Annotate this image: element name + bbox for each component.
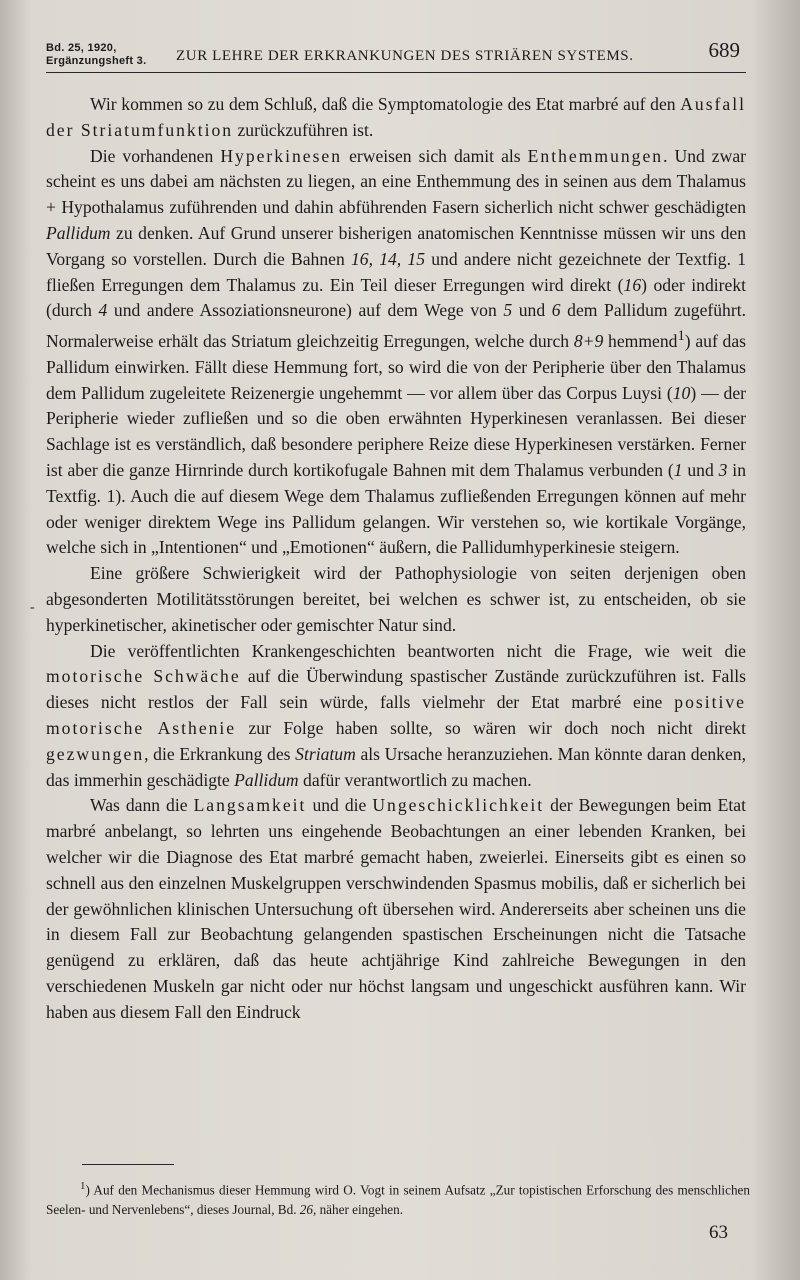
text-run: Wir kommen so zu dem Schluß, daß die Symptomatologie des Etat marbré auf den xyxy=(90,94,681,114)
running-header xyxy=(46,38,746,73)
running-title: ZUR LEHRE DER ERKRANKUNGEN DES STRIÄREN SYSTEMS. xyxy=(176,48,634,64)
text-run: . Und zwar scheint es uns dabei am nächsten zu liegen, an eine Enthemmung des in seinen aus dem Thalamus + Hypothalamus zuführenden und dahin abführenden Fasern sicherlich nicht schwer geschädigten xyxy=(46,145,746,218)
text-run: zur Folge haben sollte, so wären wir doch noch nicht direkt xyxy=(236,717,746,738)
volume-line: Bd. 25, 1920, xyxy=(46,42,117,54)
text-run: ) Auf den Mechanismus dieser Hemmung wird O. Vogt in seinem Aufsatz „Zur topistischen Erforschung des menschlichen Seelen- und Nervenlebens“, dieses Journal, Bd. xyxy=(46,1182,750,1218)
text-run: auf die Überwindung spastischer Zustände zurückzuführen ist. Falls dieses nicht restlos der Fall sein würde, falls vielmehr der Etat marbré eine xyxy=(46,666,746,713)
text-run: und xyxy=(512,300,552,321)
italic-run: 1 xyxy=(673,460,683,481)
paragraph xyxy=(46,144,746,562)
italic-run: 6 xyxy=(551,300,561,321)
text-run: , die Erkrankung des xyxy=(144,743,296,764)
text-run: und die xyxy=(306,795,373,816)
footnote-text xyxy=(46,1182,750,1217)
italic-run: 26 xyxy=(299,1202,313,1218)
footnote-rule xyxy=(82,1164,174,1165)
supplement-line: Ergänzungsheft 3. xyxy=(46,55,147,67)
italic-run: 16, 14, 15 xyxy=(350,248,426,269)
text-run: Die veröffentlichten Krankengeschichten beantworten nicht die Frage, wie weit die xyxy=(90,640,746,661)
journal-volume-info xyxy=(46,42,146,68)
text-run: Eine größere Schwierigkeit wird der Pathophysiologie von seiten derjenigen oben abgesonderten Motilitätsstörungen bereitet, bei welchen es schwer ist, zu entscheiden, ob sie hyperkinetischer, akinetischer oder gemischter Natur sind. xyxy=(46,563,746,635)
text-run: und andere nicht gezeichnete der Textfig. 1 fließen Erregungen dem Thalamus zu. Ein Teil dieser Erregungen wird direkt ( xyxy=(46,248,746,295)
text-run: und andere Assoziationsneurone) auf dem Wege von xyxy=(107,300,504,321)
signature-number: 63 xyxy=(709,1222,728,1243)
paragraph xyxy=(46,639,746,794)
paragraph xyxy=(46,561,746,638)
text-run: der Bewegungen beim Etat marbré anbelangt, so lehrten uns eingehende Beobachtungen an einer lebenden Kranken, bei welcher wir die Diagnose des Etat marbré gemacht haben, zweierlei. Einerseits gibt es einen so schnell aus den einzelnen Muskelgruppen verschwindenden Spasmus mobilis, daß er sicherlich bei der gewöhnlichen klinischen Untersuchung oft übersehen wird. Andererseits aber scheinen uns die in diesem Fall zur Beobachtung gelangenden spastischen Erscheinungen nicht die Tatsache genügend zu erklären, daß das heute achtjährige Kind zahlreiche Bewegungen in den verschiedenen Muskeln gar nicht oder nur höchst langsam und ungeschickt ausführen kann. Wir haben aus diesem Fall den Eindruck xyxy=(46,795,746,1022)
spaced-emphasis-run: motorische Schwäche xyxy=(46,666,241,687)
spaced-emphasis-run: Hyperkinesen xyxy=(220,145,343,166)
spaced-emphasis-run: Ungeschicklichkeit xyxy=(372,795,545,816)
text-run: dem Pallidum zugeführt. Normalerweise erhält das Striatum gleichzeitig Erregungen, welche durch xyxy=(46,300,746,352)
italic-run: Striatum xyxy=(295,743,356,764)
footnote-marker: 1 xyxy=(80,1180,86,1192)
text-run: Die vorhandenen xyxy=(90,145,221,166)
italic-run: 8+9 xyxy=(573,331,604,352)
italic-run: 10 xyxy=(672,382,691,403)
page-number: 689 xyxy=(708,38,740,62)
text-run: in Textfig. 1). Auch die auf diesem Wege dem Thalamus zufließenden Erregungen können auf mehr oder weniger direktem Wege ins Pallidum gelangen. Wir verstehen so, wie kortikale Vorgänge, welche sich in „Intentionen“ und „Emotionen“ äußern, die Pallidumhyperkinesie steigern. xyxy=(46,460,746,558)
paragraph xyxy=(46,793,746,1025)
spaced-emphasis-run: positive motorische Asthenie xyxy=(46,692,746,738)
spaced-emphasis-run: gezwungen xyxy=(46,743,145,764)
spaced-emphasis-run: Ausfall der Striatumfunktion xyxy=(46,94,746,140)
spaced-emphasis-run: Langsamkeit xyxy=(193,795,307,816)
text-run: und xyxy=(682,460,719,481)
footnote xyxy=(46,1176,750,1220)
text-run: hemmend xyxy=(603,331,678,352)
text-run: Was dann die xyxy=(90,795,194,816)
italic-run: Pallidum xyxy=(234,769,299,790)
text-run: erweisen sich damit als xyxy=(342,145,528,166)
text-run: zu denken. Auf Grund unserer bisherigen anatomischen Kenntnisse müssen wir uns den Vorgang so vorstellen. Durch die Bahnen xyxy=(46,222,746,269)
spaced-emphasis-run: Enthemmungen xyxy=(527,145,664,166)
text-run: , näher eingehen. xyxy=(312,1202,404,1218)
margin-mark: - xyxy=(30,600,35,615)
text-run: zurückzuführen ist. xyxy=(233,119,374,140)
text-run: ) oder indirekt (durch xyxy=(46,274,747,321)
paragraph xyxy=(46,92,746,144)
italic-run: Pallidum xyxy=(46,222,111,243)
text-run: ) auf das Pallidum einwirken. Fällt diese Hemmung fort, so wird die von der Peripherie über den Thalamus dem Pallidum zugeleitete Reizenergie ungehemmt — vor allem über das Corpus Luysi ( xyxy=(46,331,747,403)
body-text xyxy=(46,92,746,1026)
italic-run: 16 xyxy=(623,274,642,295)
footnote-reference: 1 xyxy=(677,328,685,345)
italic-run: 5 xyxy=(503,300,513,321)
italic-run: 4 xyxy=(98,300,108,321)
text-run: als Ursache heranzuziehen. Man könnte daran denken, das immerhin geschädigte xyxy=(46,743,746,790)
italic-run: 3 xyxy=(718,460,728,481)
text-run: ) — der Peripherie wieder zufließen und so die oben erwähnten Hyperkinesen veranlassen. Bei dieser Sachlage ist es verständlich, daß besondere periphere Reize diese Hyperkinesen verstärken. Ferner ist aber die ganze Hirnrinde durch kortikofugale Bahnen mit dem Thalamus verbunden ( xyxy=(46,382,746,481)
text-run: dafür verantwortlich zu machen. xyxy=(298,769,532,790)
